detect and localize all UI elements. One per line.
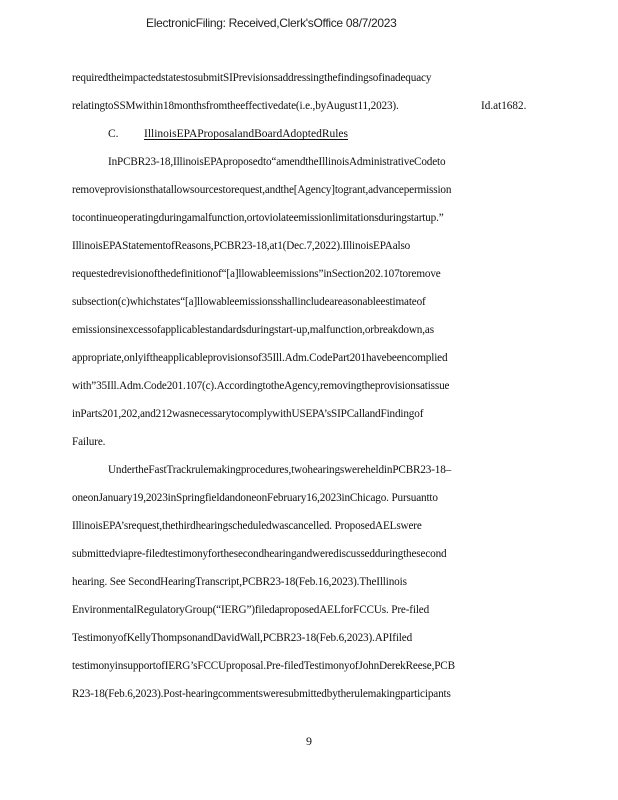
paragraph-line: submittedviapre-filedtestimonyforthesecondhearingandwerediscussedduringthesecond	[72, 548, 447, 560]
paragraph-line: requestedrevisionofthedefinitionof“[a]llowableemissions”inSection202.107toremove	[72, 268, 441, 280]
paragraph-line: R23-18(Feb.6,2023).Post-hearingcommentsweresubmittedbytherulemakingparticipants	[72, 688, 451, 700]
paragraph-line: IllinoisEPA’srequest,thethirdhearingscheduledwascancelled. ProposedAELswere	[72, 520, 422, 532]
paragraph-line: Failure.	[72, 436, 106, 448]
paragraph-line: TestimonyofKellyThompsonandDavidWall,PCBR23-18(Feb.6,2023).APIfiled	[72, 632, 413, 644]
paragraph-line: removeprovisionsthatallowsourcestorequest,andthe[Agency]togrant,advancepermission	[72, 184, 452, 196]
paragraph-line: IllinoisEPAStatementofReasons,PCBR23-18,at1(Dec.7,2022).IllinoisEPAalso	[72, 240, 411, 252]
paragraph-line: UndertheFastTrackrulemakingprocedures,twohearingswereheldinPCBR23-18–	[108, 464, 452, 476]
paragraph-line: subsection(c)whichstates“[a]llowableemissionsshallincludeareasonableestimateof	[72, 296, 426, 308]
filing-stamp-header: ElectronicFiling: Received,Clerk'sOffice 08/7/2023	[146, 16, 397, 30]
paragraph-line: oneonJanuary19,2023inSpringfieldandoneonFebruary16,2023inChicago. Pursuantto	[72, 492, 438, 504]
section-heading	[108, 128, 348, 140]
citation-reference: Id.at1682.	[481, 100, 527, 112]
page-number: 9	[306, 734, 312, 748]
paragraph-line: InPCBR23-18,IllinoisEPAproposedto“amendtheIllinoisAdministrativeCodeto	[108, 156, 446, 168]
section-label: C.	[108, 128, 119, 140]
paragraph-line: with”35Ill.Adm.Code201.107(c).AccordingtotheAgency,removingtheprovisionsatissue	[72, 380, 450, 392]
body-text-line: requiredtheimpactedstatestosubmitSIPrevisionsaddressingthefindingsofinadequacy	[72, 72, 432, 84]
body-text-line: relatingtoSSMwithin18monthsfromtheeffectivedate(i.e.,byAugust11,2023).	[72, 100, 399, 112]
paragraph-line: appropriate,onlyiftheapplicableprovisionsof35Ill.Adm.CodePart201havebeencomplied	[72, 352, 448, 364]
section-title: IllinoisEPAProposalandBoardAdoptedRules	[144, 128, 349, 140]
paragraph-line: hearing. See SecondHearingTranscript,PCBR23-18(Feb.16,2023).TheIllinois	[72, 576, 407, 588]
paragraph-line: EnvironmentalRegulatoryGroup(“IERG”)filedaproposedAELforFCCUs. Pre-filed	[72, 604, 430, 616]
paragraph-line: tocontinueoperatingduringamalfunction,ortoviolateemissionlimitationsduringstartup.”	[72, 212, 444, 224]
paragraph-line: emissionsinexcessofapplicablestandardsduringstart-up,malfunction,orbreakdown,as	[72, 324, 434, 336]
paragraph-line: testimonyinsupportofIERG’sFCCUproposal.Pre-filedTestimonyofJohnDerekReese,PCB	[72, 660, 455, 672]
paragraph-line: inParts201,202,and212wasnecessarytocomplywithUSEPA’sSIPCallandFindingof	[72, 408, 424, 420]
